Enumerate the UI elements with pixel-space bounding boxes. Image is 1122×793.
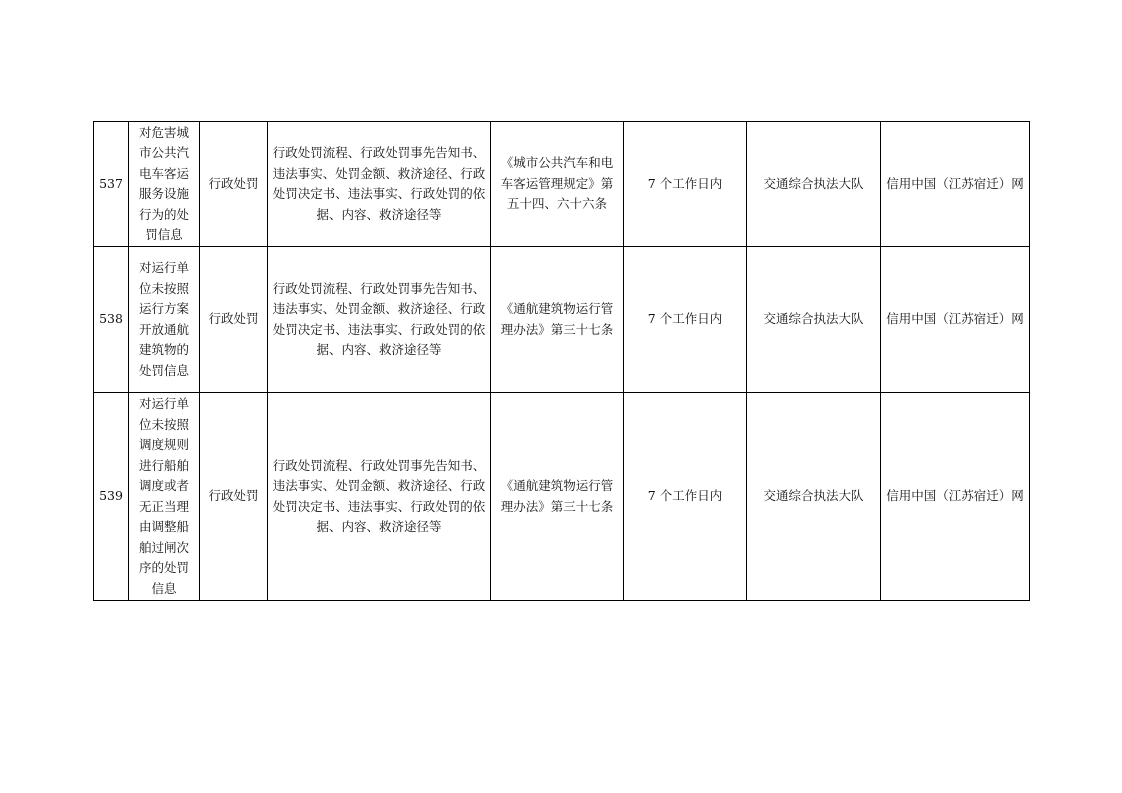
disclosure-channel: 信用中国（江苏宿迁）网: [881, 247, 1030, 393]
item-type: 行政处罚: [200, 393, 268, 601]
disclosure-deadline: 7 个工作日内: [624, 122, 747, 247]
responsible-department: 交通综合执法大队: [747, 393, 881, 601]
row-number: 537: [94, 122, 129, 247]
item-name: 对危害城市公共汽电车客运服务设施行为的处罚信息: [129, 122, 200, 247]
table-row: [94, 393, 1030, 601]
responsible-department: 交通综合执法大队: [747, 247, 881, 393]
disclosure-deadline: 7 个工作日内: [624, 247, 747, 393]
item-name: 对运行单位未按照运行方案开放通航建筑物的处罚信息: [129, 247, 200, 393]
disclosure-table: [93, 121, 1030, 601]
disclosure-deadline: 7 个工作日内: [624, 393, 747, 601]
legal-basis: 《通航建筑物运行管理办法》第三十七条: [491, 393, 624, 601]
disclosure-content: 行政处罚流程、行政处罚事先告知书、违法事实、处罚金额、救济途径、行政处罚决定书、违法事实、行政处罚的依据、内容、救济途径等: [268, 122, 491, 247]
item-type: 行政处罚: [200, 247, 268, 393]
legal-basis: 《城市公共汽车和电车客运管理规定》第五十四、六十六条: [491, 122, 624, 247]
disclosure-content: 行政处罚流程、行政处罚事先告知书、违法事实、处罚金额、救济途径、行政处罚决定书、违法事实、行政处罚的依据、内容、救济途径等: [268, 393, 491, 601]
disclosure-channel: 信用中国（江苏宿迁）网: [881, 393, 1030, 601]
legal-basis: 《通航建筑物运行管理办法》第三十七条: [491, 247, 624, 393]
row-number: 539: [94, 393, 129, 601]
responsible-department: 交通综合执法大队: [747, 122, 881, 247]
disclosure-content: 行政处罚流程、行政处罚事先告知书、违法事实、处罚金额、救济途径、行政处罚决定书、违法事实、行政处罚的依据、内容、救济途径等: [268, 247, 491, 393]
disclosure-channel: 信用中国（江苏宿迁）网: [881, 122, 1030, 247]
item-name: 对运行单位未按照调度规则进行船舶调度或者无正当理由调整船舶过闸次序的处罚信息: [129, 393, 200, 601]
table-row: [94, 122, 1030, 247]
row-number: 538: [94, 247, 129, 393]
table-row: [94, 247, 1030, 393]
item-type: 行政处罚: [200, 122, 268, 247]
